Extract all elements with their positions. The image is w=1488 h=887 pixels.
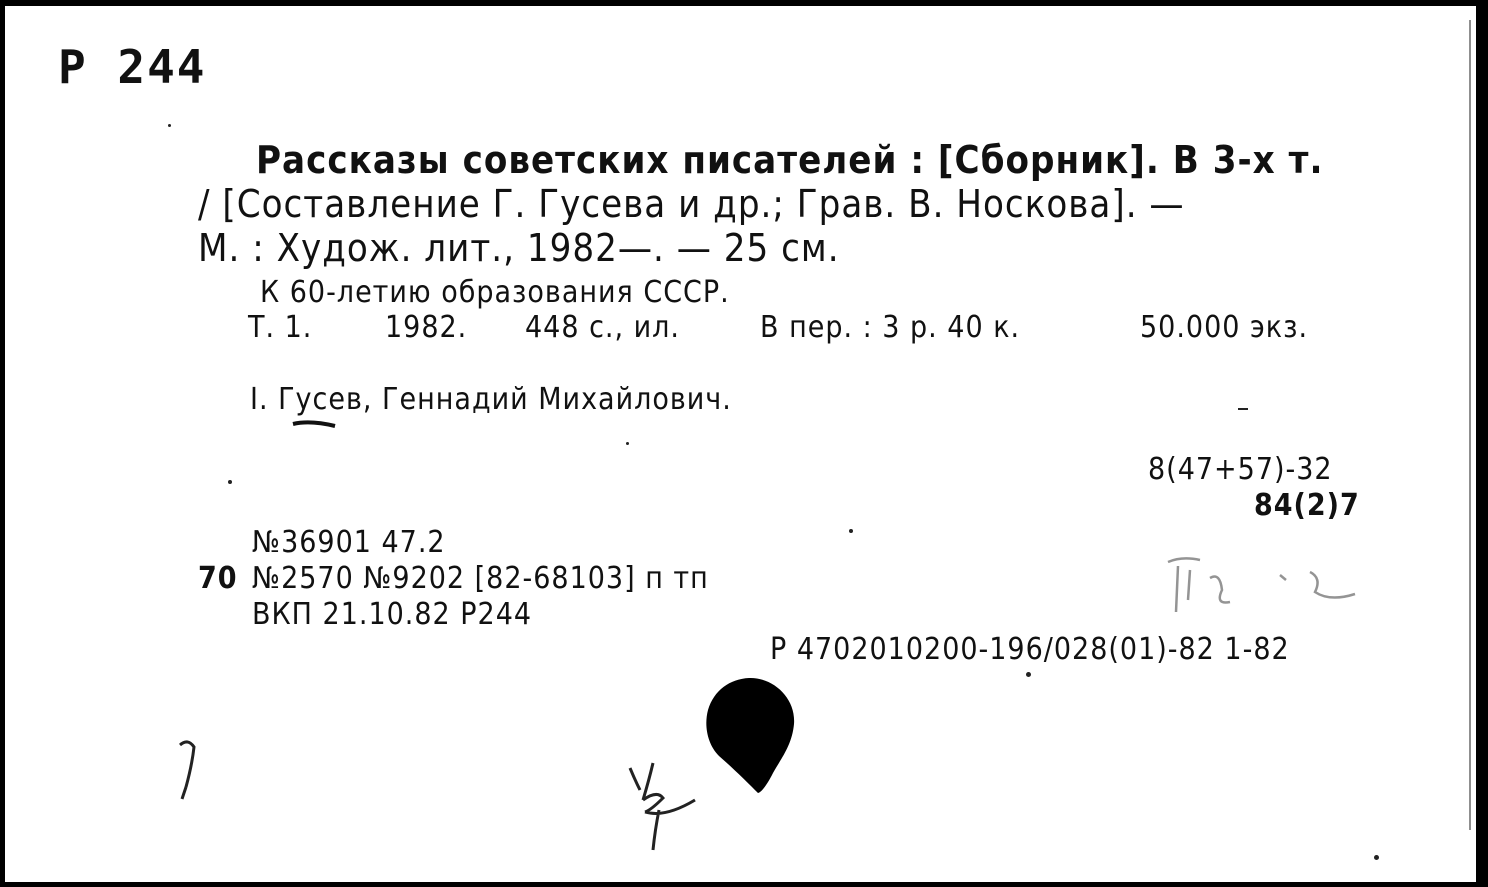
title-line-2: / [Составление Г. Гусева и др.; Грав. В. Носкова]. —	[198, 182, 1185, 226]
record-line-2: №2570 №9202 [82-68103] п тп	[252, 561, 709, 596]
index-line: Р 4702010200-196/028(01)-82 1-82	[770, 632, 1290, 667]
classification-1: 8(47+57)-32	[1148, 452, 1333, 487]
speck	[168, 124, 171, 127]
title-line-1: Рассказы советских писателей : [Сборник]. В 3-х т.	[256, 138, 1324, 182]
classification-2: 84(2)7	[1254, 488, 1360, 523]
note-line: К 60-летию образования СССР.	[260, 275, 730, 310]
ink-blot	[700, 674, 805, 799]
faint-handwritten-mark	[1160, 550, 1375, 620]
speck	[849, 529, 853, 533]
speck	[1026, 672, 1031, 677]
speck	[1374, 855, 1379, 860]
title-line-3: М. : Худож. лит., 1982—. — 25 см.	[198, 226, 840, 270]
record-line-2-prefix: 70	[198, 561, 238, 596]
handwritten-mark-left	[170, 735, 210, 805]
shelf-mark: Р 244	[58, 40, 207, 94]
speck	[228, 480, 232, 484]
volume-year: 1982.	[385, 310, 468, 345]
handwritten-signature	[625, 760, 710, 855]
record-line-3: ВКП 21.10.82 Р244	[252, 597, 533, 632]
card-border-top	[0, 0, 1488, 6]
card-border-right	[1476, 0, 1488, 887]
speck	[1238, 408, 1248, 410]
volume-price: В пер. : 3 р. 40 к.	[760, 310, 1021, 345]
card-border-bottom	[0, 882, 1488, 887]
volume-pages: 448 с., ил.	[525, 310, 680, 345]
card-edge-line	[1469, 20, 1471, 830]
volume-copies: 50.000 экз.	[1140, 310, 1309, 345]
record-line-1: №36901 47.2	[252, 525, 446, 560]
pen-underline-mark	[290, 418, 340, 430]
volume-number: Т. 1.	[248, 310, 313, 345]
added-entry: I. Гусев, Геннадий Михайлович.	[250, 382, 732, 417]
speck	[626, 442, 629, 445]
card-border-left	[0, 0, 5, 887]
